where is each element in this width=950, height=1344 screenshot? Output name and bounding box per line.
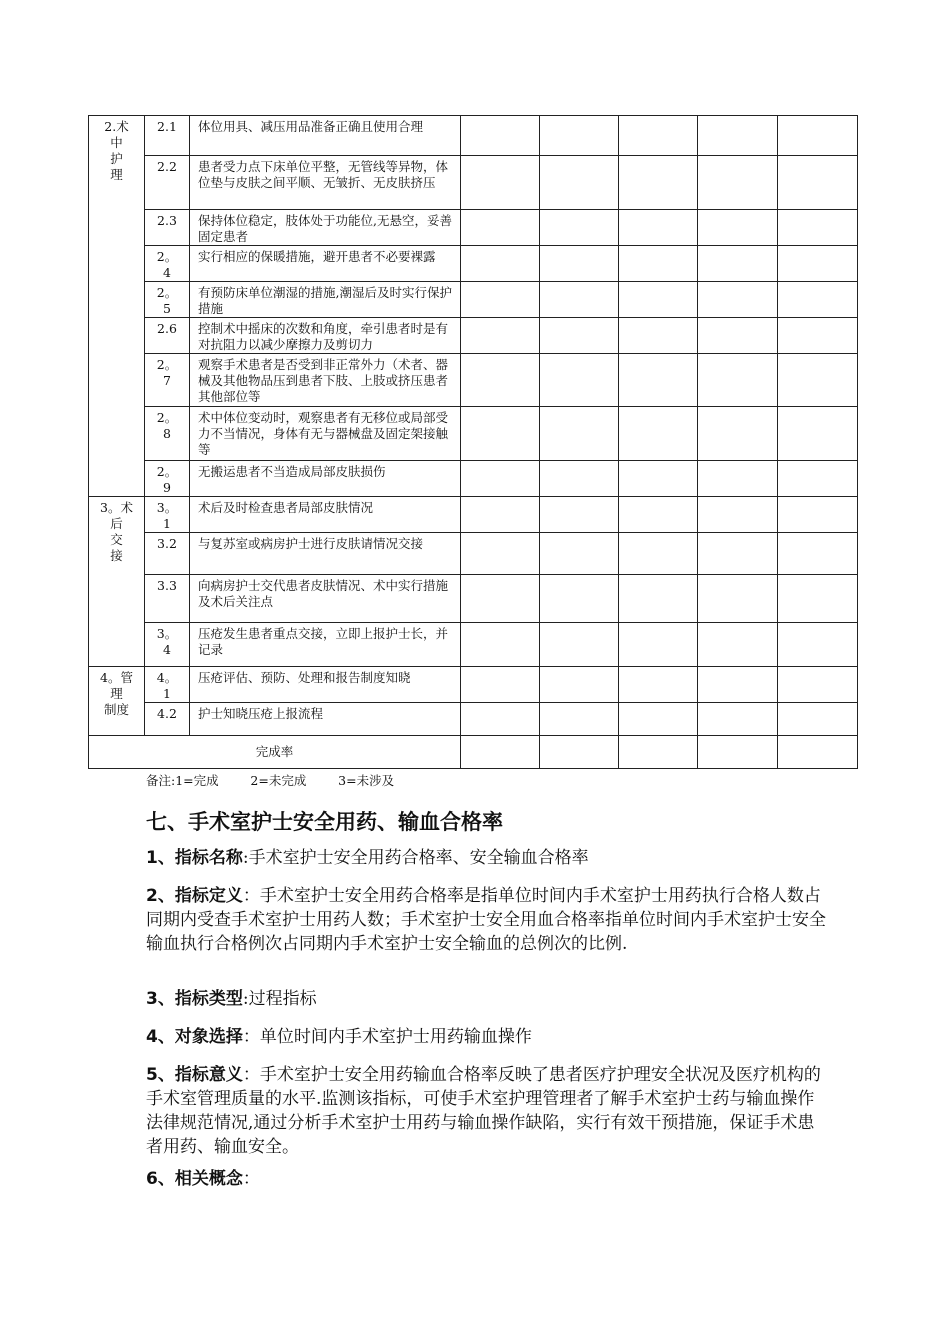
item-text: 术中体位变动时，观察患者有无移位或局部受力不当情况，身体有无与器械盘及固定架接触等 xyxy=(190,407,461,461)
table-row xyxy=(89,210,858,246)
item-number: 3.3 xyxy=(145,575,190,623)
table-note: 备注:1=完成 2=未完成 3=未涉及 xyxy=(146,773,395,788)
item-text: 压疮发生患者重点交接，立即上报护士长，并记录 xyxy=(190,623,461,667)
item-text: 控制术中摇床的次数和角度，牵引患者时是有对抗阻力以减少摩擦力及剪切力 xyxy=(190,318,461,354)
item-number: 3。 4 xyxy=(145,623,190,667)
section-label: 4。管 理 制度 xyxy=(89,667,145,736)
item-number: 2。 7 xyxy=(145,354,190,407)
item-text: 术后及时检查患者局部皮肤情况 xyxy=(190,497,461,533)
item-text: 患者受力点下床单位平整，无管线等异物，体位垫与皮肤之间平顺、无皱折、无皮肤挤压 xyxy=(190,156,461,210)
table-row xyxy=(89,156,858,210)
item-label: 4、对象选择 xyxy=(146,1027,243,1047)
indicator-type: 3、指标类型:过程指标 xyxy=(146,989,317,1009)
item-number: 4.2 xyxy=(145,703,190,736)
item-label: 2、指标定义 xyxy=(146,886,243,906)
item-text: 观察手术患者是否受到非正常外力（术者、器械及其他物品压到患者下肢、上肢或挤压患者其他部位等 xyxy=(190,354,461,407)
item-number: 2。 5 xyxy=(145,282,190,318)
item-label: 1、指标名称 xyxy=(146,848,243,868)
item-text: 有预防床单位潮湿的措施,潮湿后及时实行保护措施 xyxy=(190,282,461,318)
item-text: 向病房护士交代患者皮肤情况、术中实行措施及术后关注点 xyxy=(190,575,461,623)
indicator-significance: 5、指标意义：手术室护士安全用药输血合格率反映了患者医疗护理安全状况及医疗机构的手术室管理质量的水平.监测该指标，可使手术室护理管理者了解手术室护士药与输血操作法律规范情况,通过分析手术室护士用药与输血操作缺陷，实行有效干预措施，保证手术患者用药、输血安全。 xyxy=(146,1065,821,1157)
section-heading: 七、手术室护士安全用药、输血合格率 xyxy=(146,810,503,834)
item-text: 护士知晓压疮上报流程 xyxy=(190,703,461,736)
table-row xyxy=(89,623,858,667)
completion-label: 完成率 xyxy=(89,736,461,769)
item-number: 3.2 xyxy=(145,533,190,575)
table-row xyxy=(89,575,858,623)
item-label: 6、相关概念 xyxy=(146,1169,243,1189)
related-concepts: 6、相关概念： xyxy=(146,1169,260,1189)
completion-row xyxy=(89,736,858,769)
item-number: 2。 8 xyxy=(145,407,190,461)
item-text: 保持体位稳定，肢体处于功能位,无悬空，妥善固定患者 xyxy=(190,210,461,246)
table-row xyxy=(89,246,858,282)
indicator-definition: 2、指标定义：手术室护士安全用药合格率是指单位时间内手术室护士用药执行合格人数占同期内受查手术室护士用药人数；手术室护士安全用血合格率指单位时间内手术室护士安全输血执行合格例次占同期内手术室护士安全输血的总例次的比例. xyxy=(146,886,826,954)
section-label: 2.术 中 护 理 xyxy=(89,116,145,497)
object-selection: 4、对象选择：单位时间内手术室护士用药输血操作 xyxy=(146,1027,532,1047)
item-text: 无搬运患者不当造成局部皮肤损伤 xyxy=(190,461,461,497)
table-row xyxy=(89,667,858,703)
item-label: 5、指标意义 xyxy=(146,1065,243,1085)
item-text: 实行相应的保暖措施，避开患者不必要裸露 xyxy=(190,246,461,282)
item-number: 2.3 xyxy=(145,210,190,246)
evaluation-table xyxy=(88,115,858,769)
table-row xyxy=(89,703,858,736)
table-row xyxy=(89,461,858,497)
item-number: 2.6 xyxy=(145,318,190,354)
item-number: 2.2 xyxy=(145,156,190,210)
table-row xyxy=(89,354,858,407)
item-text: 与复苏室或病房护士进行皮肤请情况交接 xyxy=(190,533,461,575)
table-row xyxy=(89,116,858,156)
item-number: 2。 4 xyxy=(145,246,190,282)
item-number: 4。 1 xyxy=(145,667,190,703)
item-number: 2.1 xyxy=(145,116,190,156)
item-text: 压疮评估、预防、处理和报告制度知晓 xyxy=(190,667,461,703)
indicator-name: 1、指标名称:手术室护士安全用药合格率、安全输血合格率 xyxy=(146,848,589,868)
table-row xyxy=(89,407,858,461)
table-row xyxy=(89,318,858,354)
item-label: 3、指标类型 xyxy=(146,989,243,1009)
table-row xyxy=(89,282,858,318)
table-row xyxy=(89,497,858,533)
item-text: 体位用具、减压用品准备正确且使用合理 xyxy=(190,116,461,156)
item-number: 3。 1 xyxy=(145,497,190,533)
section-label: 3。术 后 交 接 xyxy=(89,497,145,667)
table-row xyxy=(89,533,858,575)
item-number: 2。 9 xyxy=(145,461,190,497)
